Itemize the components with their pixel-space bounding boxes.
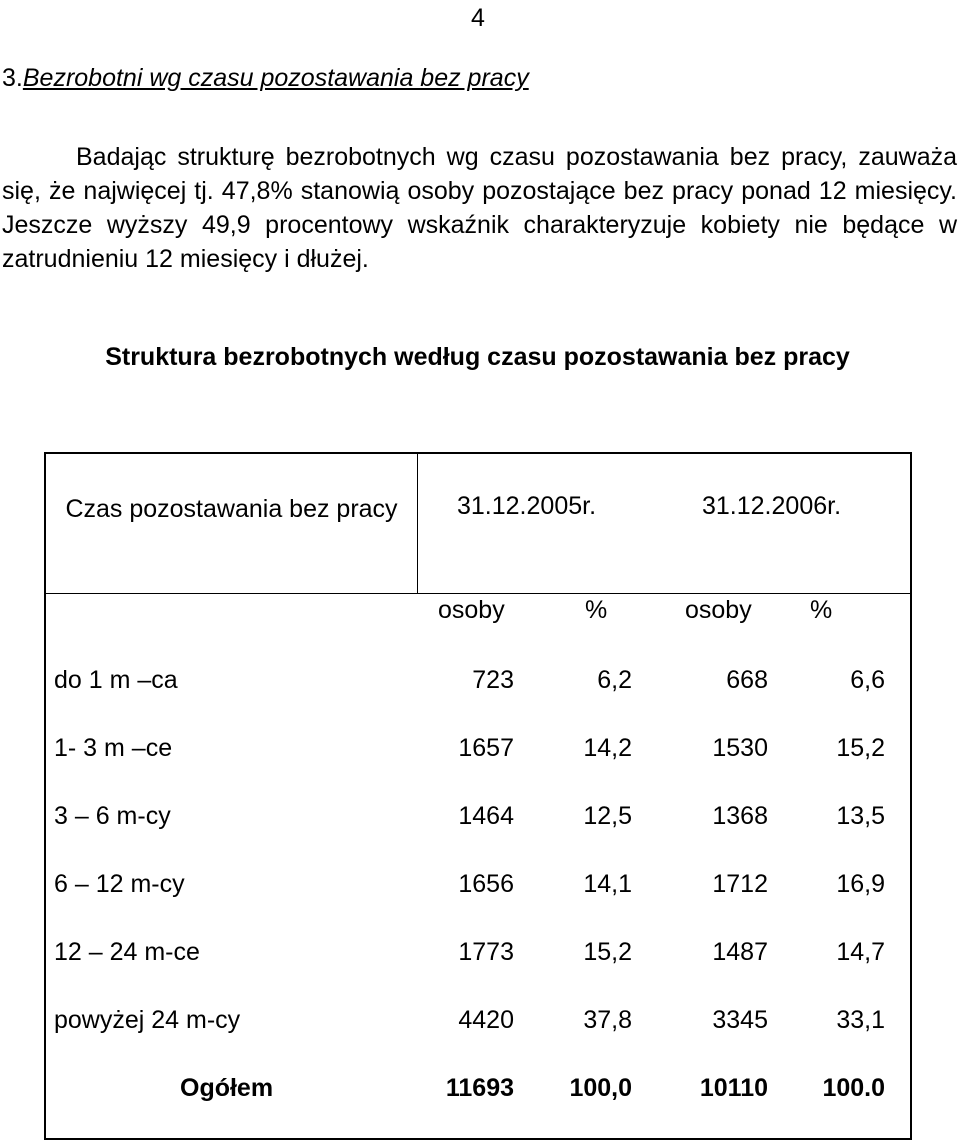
table-header-divider-horizontal — [46, 593, 910, 594]
cell-pct-2005: 37,8 — [583, 1006, 632, 1034]
cell-pct-2006: 16,9 — [836, 870, 885, 898]
cell-pct-2005: 14,1 — [583, 870, 632, 898]
section-title: Bezrobotni wg czasu pozostawania bez pracy — [22, 64, 529, 92]
cell-pct-2005: 14,2 — [583, 734, 632, 762]
cell-pct-2006: 14,7 — [836, 938, 885, 966]
cell-osoby-2005: 723 — [472, 666, 514, 694]
cell-pct-2005: 6,2 — [597, 666, 632, 694]
total-label: Ogółem — [180, 1074, 274, 1102]
header-date-2006: 31.12.2006r. — [702, 492, 842, 520]
cell-osoby-2005: 1657 — [458, 734, 514, 762]
row-label: 1- 3 m –ce — [54, 734, 173, 762]
table-header-divider-vertical — [417, 454, 418, 594]
cell-osoby-2006: 1712 — [712, 870, 768, 898]
table-row — [46, 938, 910, 978]
cell-pct-2006: 15,2 — [836, 734, 885, 762]
cell-osoby-2005: 1464 — [458, 802, 514, 830]
body-paragraph — [2, 140, 957, 276]
cell-pct-2005: 15,2 — [583, 938, 632, 966]
table-row — [46, 870, 910, 910]
cell-osoby-2005: 1773 — [458, 938, 514, 966]
table-row — [46, 666, 910, 706]
total-pct-2006: 100.0 — [822, 1074, 885, 1102]
row-label: 12 – 24 m-ce — [54, 938, 200, 966]
subheader-osoby-2006: osoby — [685, 596, 752, 624]
cell-pct-2006: 33,1 — [836, 1006, 885, 1034]
cell-osoby-2006: 1530 — [712, 734, 768, 762]
unemployment-table — [44, 452, 912, 1140]
section-heading — [2, 64, 529, 93]
row-label: 6 – 12 m-cy — [54, 870, 185, 898]
subheader-osoby-2005: osoby — [438, 596, 505, 624]
table-title: Struktura bezrobotnych według czasu pozostawania bez pracy — [105, 343, 850, 371]
total-osoby-2006: 10110 — [699, 1074, 768, 1102]
total-pct-2005: 100,0 — [569, 1074, 632, 1102]
cell-osoby-2005: 4420 — [458, 1006, 514, 1034]
cell-pct-2005: 12,5 — [583, 802, 632, 830]
table-row — [46, 734, 910, 774]
cell-pct-2006: 13,5 — [836, 802, 885, 830]
row-label: 3 – 6 m-cy — [54, 802, 171, 830]
header-time-label: Czas pozostawania bez pracy — [65, 495, 398, 523]
header-date-2005: 31.12.2005r. — [457, 492, 597, 520]
cell-osoby-2006: 668 — [726, 666, 768, 694]
paragraph-text: Badając strukturę bezrobotnych wg czasu pozostawania bez pracy, zauważa się, że najwięcej tj. 47,8% stanowią osoby pozostające bez pracy ponad 12 miesięcy. Jeszcze wyższy 49,9 procentowy wskaźnik charakteryzuje kobiety nie będące w zatrudnieniu 12 miesięcy i dłużej. — [2, 143, 957, 273]
row-label: powyżej 24 m-cy — [54, 1006, 241, 1034]
section-number: 3. — [2, 64, 23, 92]
table-row — [46, 802, 910, 842]
table-total-row — [46, 1074, 910, 1114]
cell-osoby-2006: 1487 — [712, 938, 768, 966]
cell-pct-2006: 6,6 — [850, 666, 885, 694]
cell-osoby-2006: 1368 — [712, 802, 768, 830]
table-row — [46, 1006, 910, 1046]
cell-osoby-2005: 1656 — [458, 870, 514, 898]
cell-osoby-2006: 3345 — [712, 1006, 768, 1034]
row-label: do 1 m –ca — [54, 666, 178, 694]
subheader-pct-2006: % — [810, 596, 833, 624]
page-number: 4 — [471, 4, 485, 32]
subheader-pct-2005: % — [585, 596, 608, 624]
total-osoby-2005: 11693 — [445, 1074, 514, 1102]
